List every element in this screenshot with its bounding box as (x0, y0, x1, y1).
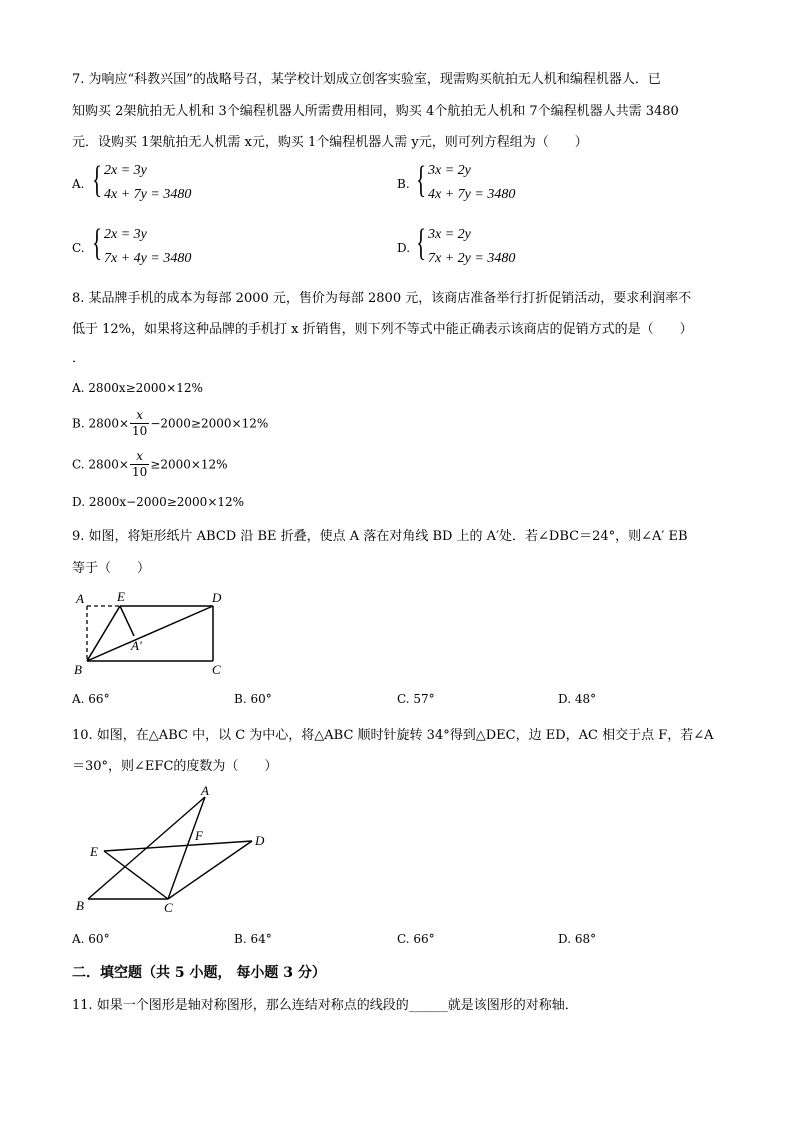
q8-option-b-post: −2000≥2000×12% (150, 416, 269, 431)
q8-option-b-frac-num: x (130, 408, 149, 424)
q10-option-c: C. 66° (397, 932, 435, 946)
q10-label-a: A (201, 785, 209, 798)
q11-text: 11. 如果一个图形是轴对称图形，那么连结对称点的线段的______就是该图形的对称轴． (72, 998, 578, 1013)
q7-option-d-eq2: 7x + 2y = 3480 (428, 251, 516, 266)
q7-option-c-brace: { (92, 222, 103, 264)
q10-edge-ec (104, 851, 168, 899)
q7-option-a-eq2: 4x + 7y = 3480 (104, 187, 192, 202)
q7-option-b-eq1: 3x = 2y (428, 163, 471, 178)
q7-option-b-brace: { (416, 159, 427, 201)
q8-option-a: A. 2800x≥2000×12% (72, 381, 203, 395)
q10-label-d: D (255, 833, 265, 848)
q7-option-c-label: C. (72, 241, 85, 255)
q8-option-b-fraction (130, 408, 149, 439)
q8-option-d: D. 2800x−2000≥2000×12% (72, 495, 245, 509)
q7-line-1: 7. 为响应“科教兴国”的战略号召，某学校计划成立创客实验室，现需购买航拍无人机和编程机器人．已 (72, 72, 661, 87)
q8-line-2: 低于 12%，如果将这种品牌的手机打 x 折销售，则下列不等式中能正确表示该商店的促销方式的是（ ） (72, 322, 693, 337)
q8-option-c-pre: C. 2800× (72, 457, 129, 472)
q10-label-b: B (76, 898, 84, 913)
q8-option-c (72, 449, 228, 480)
q9-label-a: A (76, 591, 84, 606)
q9-label-e: E (117, 589, 125, 604)
q8-line-3: ． (72, 351, 86, 366)
q8-option-b (72, 408, 268, 439)
q9-fold-be (87, 606, 120, 661)
q7-option-a-label: A. (72, 177, 85, 191)
q9-option-d: D. 48° (558, 692, 597, 706)
q10-label-c: C (164, 900, 173, 915)
q10-line-2: ＝30°，则∠EFC的度数为（ ） (72, 759, 278, 774)
q9-label-d: D (212, 590, 222, 605)
q8-option-b-frac-den: 10 (132, 424, 148, 438)
q7-option-a-brace: { (92, 159, 103, 201)
q8-option-c-frac-num: x (130, 449, 149, 465)
q9-edge-ea1 (120, 606, 134, 636)
q9-option-a: A. 66° (72, 692, 110, 706)
q9-option-b: B. 60° (234, 692, 272, 706)
q7-option-a-eq1: 2x = 3y (104, 163, 147, 178)
q10-line-1: 10. 如图，在△ABC 中，以 C 为中心，将△ABC 顺时针旋转 34°得到△DEC，边 ED，AC 相交于点 F，若∠A (72, 728, 714, 743)
q7-option-d-label: D. (397, 241, 411, 255)
q9-diagonal-bd (87, 606, 213, 661)
q9-label-b: B (74, 662, 82, 677)
q9-line-2: 等于（ ） (72, 561, 151, 576)
q9-figure (70, 586, 230, 678)
q10-label-e: E (90, 844, 98, 859)
q10-label-f: F (195, 828, 203, 843)
q8-option-c-fraction (130, 449, 149, 480)
q8-option-b-pre: B. 2800× (72, 416, 130, 431)
q8-line-1: 8. 某品牌手机的成本为每部 2000 元，售价为每部 2800 元，该商店准备举行打折促销活动，要求利润率不 (72, 291, 692, 306)
q7-line-2: 知购买 2架航拍无人机和 3个编程机器人所需费用相同，购买 4个航拍无人机和 7个编程机器人共需 3480 (72, 104, 679, 119)
q7-option-c-eq2: 7x + 4y = 3480 (104, 251, 192, 266)
q7-option-d-brace: { (416, 222, 427, 264)
q9-label-c: C (212, 662, 221, 677)
q8-option-c-post: ≥2000×12% (150, 457, 228, 472)
q7-option-b-label: B. (397, 177, 410, 191)
q9-label-a-prime: A′ (131, 638, 142, 653)
q10-option-b: B. 64° (234, 932, 272, 946)
q7-option-d-eq1: 3x = 2y (428, 227, 471, 242)
q7-option-b-eq2: 4x + 7y = 3480 (428, 187, 516, 202)
q9-option-c: C. 57° (397, 692, 435, 706)
q8-option-c-frac-den: 10 (131, 465, 148, 479)
q10-option-d: D. 68° (558, 932, 597, 946)
section-2-heading: 二．填空题（共 5 小题， 每小题 3 分） (72, 965, 326, 981)
q10-edge-cd (168, 841, 252, 899)
q10-edge-ed (104, 841, 252, 851)
q9-line-1: 9. 如图，将矩形纸片 ABCD 沿 BE 折叠，使点 A 落在对角线 BD 上的 A′处．若∠DBC＝24°，则∠A′ EB (72, 529, 688, 544)
q10-option-a: A. 60° (72, 932, 110, 946)
q7-line-3: 元．设购买 1架航拍无人机需 x元，购买 1个编程机器人需 y元，则可列方程组为（ ） (72, 135, 588, 150)
q7-option-c-eq1: 2x = 3y (104, 227, 147, 242)
q10-figure (70, 785, 280, 917)
